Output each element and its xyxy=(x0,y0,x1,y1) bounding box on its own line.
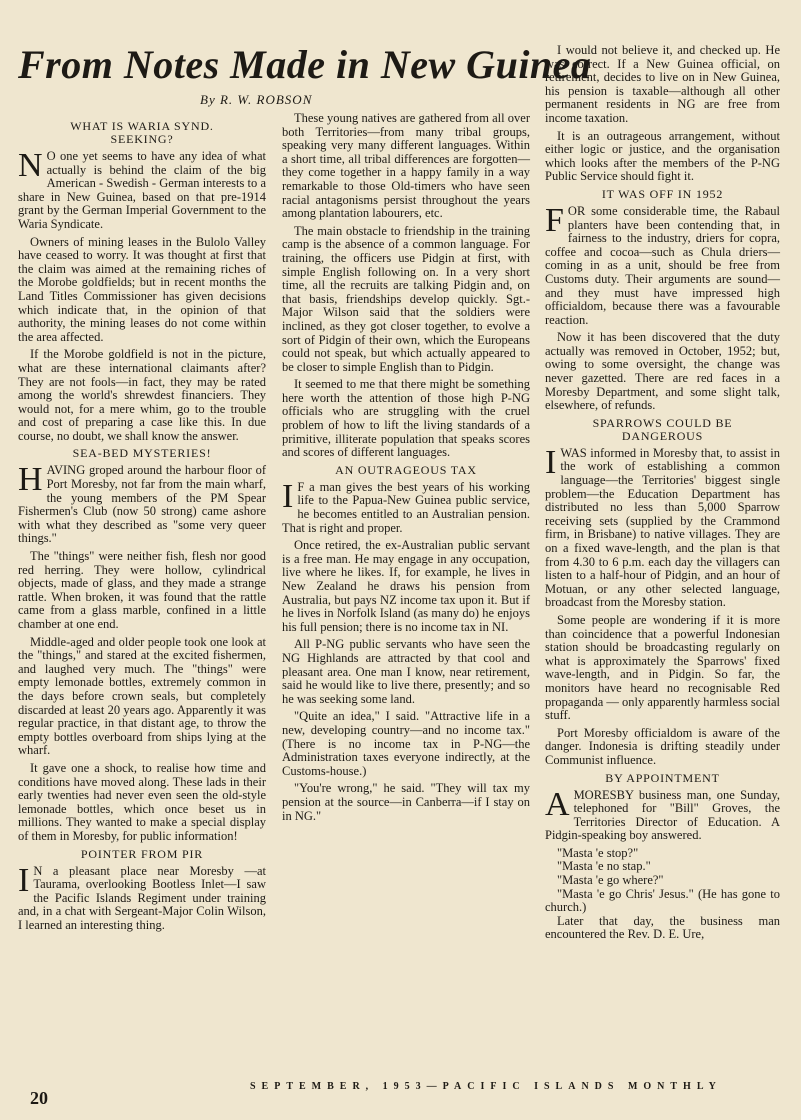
paragraph xyxy=(545,443,780,610)
drop-cap: I xyxy=(545,443,557,481)
article-title: From Notes Made in New Guinea xyxy=(18,42,592,87)
heading-sparrows-line-2: DANGEROUS xyxy=(621,428,704,443)
paragraph: These young natives are gathered from all over both Territories—from many tribal groups, speaking very many different languages. Within a short time, all tribal differences are forgotten—they come together in a happy family in a way remarkable to those Old-timers who have seen racial antagonisms persist throughout the years among plantation labourers, etc. xyxy=(282,111,530,221)
paragraph-text: OR some considerable time, the Rabaul planters have been contending that, in fairness to the industry, driers for copra, coffee and cocoa—such as Chula driers—coming in as a unit, should be free from Customs duty. Their arguments are sound—and they must have impressed high officialdom, because there was a favourable reaction. xyxy=(545,203,780,327)
heading-waria xyxy=(18,120,266,146)
drop-cap: F xyxy=(545,201,564,239)
paragraph: It gave one a shock, to realise how time and conditions have moved along. These lads in their early twenties had never even seen the old-style lemonade bottles, which once beset us in millions. They wanted to make a special display of them in Moresby, for public information! xyxy=(18,760,266,843)
heading-seabed: SEA-BED MYSTERIES! xyxy=(72,446,212,461)
drop-cap: I xyxy=(18,861,30,899)
paragraph: It seemed to me that there might be something here worth the attention of those high P-NG officials who are struggling with the cruel problem of how to lift the living standards of a primitive, illiterate population that speaks scores and scores of different languages. xyxy=(282,377,530,460)
paragraph xyxy=(545,201,780,327)
paragraph: "You're wrong," he said. "They will tax my pension at the source—in Canberra—if I stay on in NG." xyxy=(282,781,530,823)
paragraph: Later that day, the business man encountered the Rev. D. E. Ure, xyxy=(545,913,780,942)
heading-sparrows xyxy=(545,417,780,443)
column-2 xyxy=(282,112,530,827)
heading-appointment: BY APPOINTMENT xyxy=(605,770,720,785)
paragraph: I would not believe it, and checked up. He was correct. If a New Guinea official, on retirement, decides to live on in New Guinea, his pension is taxable—although all other permanent residents in NG are free from income taxation. xyxy=(545,43,780,125)
heading-waria-line-2: SEEKING? xyxy=(110,132,174,146)
paragraph-text: AVING groped around the harbour floor of Port Moresby, not far from the main wharf, the young members of the PM Spear Fishermen's Club (now 50 strong) came ashore with what they described as "some very queer things." xyxy=(18,463,266,546)
dialogue-line: "Masta 'e no stap." xyxy=(557,859,651,874)
paragraph: Now it has been discovered that the duty actually was removed in October, 1952; but, owing to some oversight, the change was never gazetted. There are red faces in a Moresby Department, and some slight talk, elsewhere, of refunds. xyxy=(545,330,780,413)
paragraph: It is an outrageous arrangement, without either logic or justice, and the organisation which looks after the members of the P-NG Public Service should fight it. xyxy=(545,128,780,184)
paragraph xyxy=(282,477,530,535)
paragraph: Owners of mining leases in the Bulolo Valley have ceased to worry. It was thought at first that the claim was aimed at the remaining riches of the Morobe goldfields; but in recent months the Land Titles Commissioner has given decisions which indicate that, in the opinion of that authority, the mining leases do not come within the area affected. xyxy=(18,234,266,344)
drop-cap: N xyxy=(18,147,43,184)
paragraph: "Quite an idea," I said. "Attractive life in a new, developing country—and no income tax." (There is no income tax in P-NG—the Administration taxes everyone indirectly, at the Customs-house.) xyxy=(282,709,530,778)
paragraph-text: F a man gives the best years of his working life to the Papua-New Guinea public service, he becomes entitled to an Australian pension. That is right and proper. xyxy=(282,479,530,535)
heading-tax: AN OUTRAGEOUS TAX xyxy=(335,462,477,477)
page-number: 20 xyxy=(30,1088,48,1108)
paragraph: All P-NG public servants who have seen the NG Highlands are attracted by that cool and pleasant area. One man I know, near retirement, said he would like to live there, presently; and so he was seeking some land. xyxy=(282,637,530,706)
heading-waria-line-1: WHAT IS WARIA SYND. xyxy=(70,119,214,133)
heading-sparrows-line-1: SPARROWS COULD BE xyxy=(592,415,733,430)
drop-cap: A xyxy=(545,785,570,823)
paragraph: Middle-aged and older people took one look at the "things," and stared at the excited fishermen, and laughed very much. The "things" were empty lemonade bottles, extremely common in the days before crown seals, but completely discarded at least 20 years ago. Apparently it was regular practice, in that distant age, to throw the empty bottles overboard from ships lying at the wharf. xyxy=(18,634,266,758)
paragraph: Once retired, the ex-Australian public servant is a free man. He may engage in any occupation, live where he likes. If, for example, he lives in New Zealand he draws his pension from Australia, but pays NZ income tax upon it. But if he lives in Norfolk Island (as many do) he enjoys his full pension; there is no income tax in NI. xyxy=(282,538,530,634)
paragraph: Port Moresby officialdom is aware of the danger. Indonesia is drifting steadily under Communist influence. xyxy=(545,725,780,767)
paragraph xyxy=(18,861,266,933)
column-3 xyxy=(545,44,780,946)
running-footer: SEPTEMBER, 1953—PACIFIC ISLANDS MONTHLY xyxy=(250,1081,722,1092)
paragraph-text: N a pleasant place near Moresby —at Taurama, overlooking Bootless Inlet—I saw the Pacific Islands Regiment under training and, in a chat with Sergeant-Major Colin Wilson, I learned an interesting thing. xyxy=(18,863,266,932)
paragraph-text: WAS informed in Moresby that, to assist in the work of establishing a common language—the Territories' biggest single problem—the Education Department has distributed no less than 5,000 Sparrow receiving sets (supplied by the Crammond firm, in Brisbane) to native villages. They are on a fixed wave-length, and the plan is that from 4.30 to 6 p.m. each day the villagers can listen to a half-hour of Pidgin, and an hour of Motuan, or any other selected language, broadcast from the Moresby station. xyxy=(545,445,780,610)
paragraph xyxy=(18,147,266,232)
dialogue-line: "Masta 'e go Chris' Jesus." (He has gone to church.) xyxy=(545,886,780,915)
dialogue-line: "Masta 'e go where?" xyxy=(557,873,664,888)
paragraph: The main obstacle to friendship in the training camp is the absence of a common language. For training, the officers use Pidgin at first, with simple English following on. In a very short time, all the recruits are talking Pidgin and, on that basis, friendships develop quickly. Sgt.-Major Wilson said that the soldiers were inclined, as they got closer together, to evolve a sort of Pidgin of their own, which the Europeans could not speak, but which actually appeared to be closer to simple English than to Pidgin. xyxy=(282,223,530,374)
byline: By R. W. ROBSON xyxy=(200,92,313,107)
column-1 xyxy=(18,116,266,936)
paragraph: The "things" were neither fish, flesh nor good red herring. They were hollow, cylindrical objects, made of glass, and they made a strange rattle. When broken, it was found that the rattle came from a glass marble, confined in a little chamber at one end. xyxy=(18,549,266,631)
paragraph xyxy=(545,785,780,843)
paragraph: If the Morobe goldfield is not in the picture, what are these international claimants after? They are not fools—in fact, they may be rated among the world's shrewdest financiers. They would not, for a mere whim, go to the trouble and cost of preparing a case like this. In due course, no doubt, we shall know the answer. xyxy=(18,347,266,443)
dialogue-line: "Masta 'e stop?" xyxy=(557,845,639,860)
drop-cap: I xyxy=(282,477,294,515)
paragraph xyxy=(18,461,266,546)
drop-cap: H xyxy=(18,461,43,499)
heading-off-1952: IT WAS OFF IN 1952 xyxy=(601,186,724,201)
paragraph: Some people are wondering if it is more than coincidence that a powerful Indonesian station should be broadcasting regularly on what is approximately the Sparrows' fixed wave-length, and in Pidgin. So far, the monitors have heard no recognisable Red propaganda — only apparently harmless social stuff. xyxy=(545,612,780,723)
paragraph-text: MORESBY business man, one Sunday, telephoned for "Bill" Groves, the Territories Director of Education. A Pidgin-speaking boy answered. xyxy=(545,787,780,843)
paragraph-text: O one yet seems to have any idea of what actually is behind the claim of the big American - Swedish - German interests to a share in New Guinea, based on that pre-1914 grant by the German Imperial Government to the Waria Syndicate. xyxy=(18,149,266,231)
heading-pointer: POINTER FROM PIR xyxy=(80,846,204,861)
